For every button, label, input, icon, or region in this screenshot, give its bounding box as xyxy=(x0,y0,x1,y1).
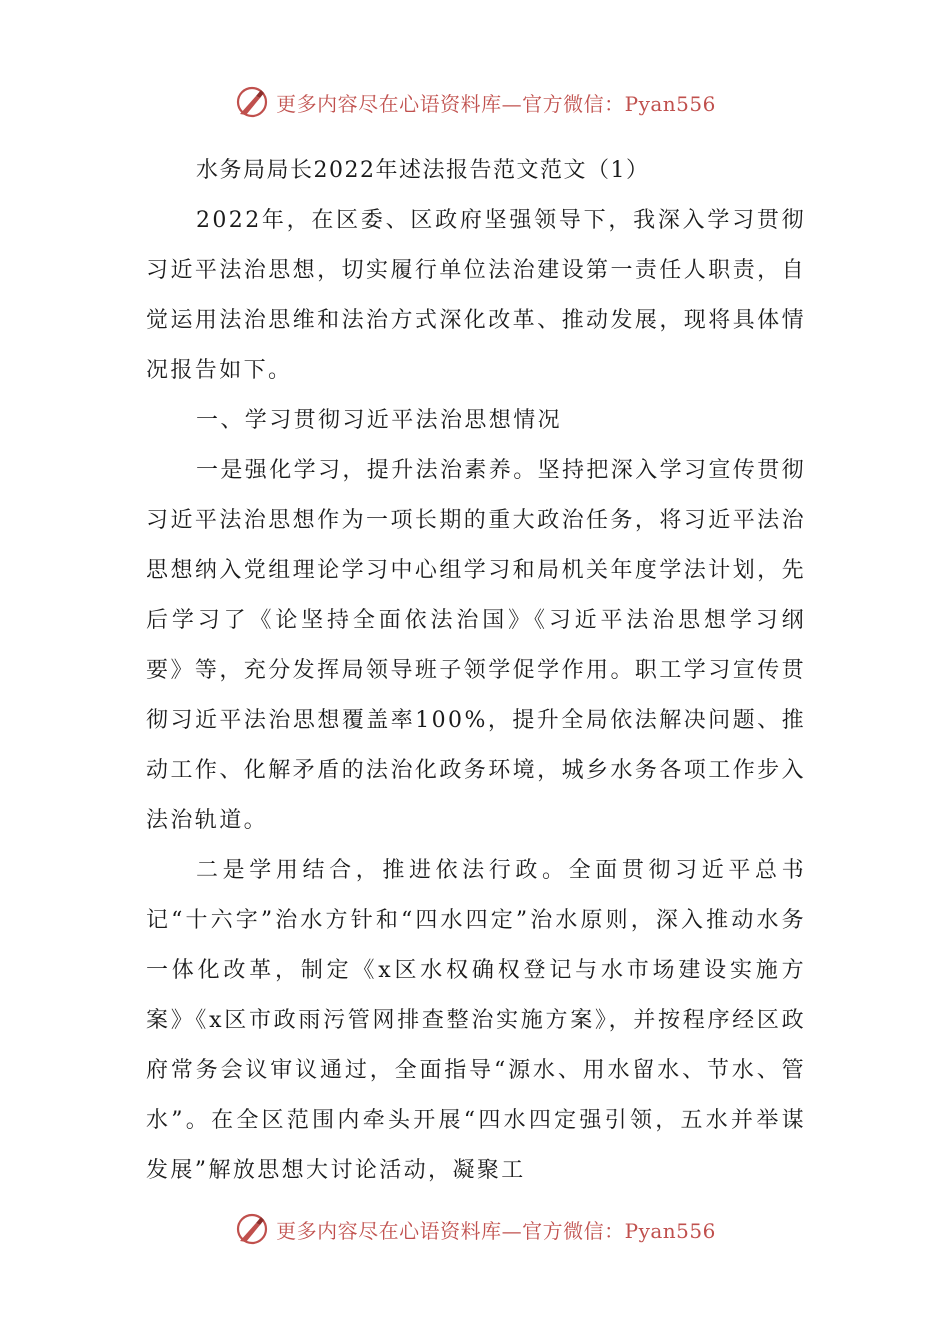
pen-circle-logo-icon xyxy=(234,1211,270,1247)
document-body xyxy=(146,146,806,1196)
watermark-text: 更多内容尽在心语资料库—官方微信：Pyan556 xyxy=(276,91,716,116)
watermark-banner-bottom xyxy=(0,1209,950,1249)
intro-paragraph: 2022年，在区委、区政府坚强领导下，我深入学习贯彻习近平法治思想，切实履行单位法治建设第一责任人职责，自觉运用法治思维和法治方式深化改革、推动发展，现将具体情况报告如下。 xyxy=(146,208,806,383)
paragraph-application: 二是学用结合，推进依法行政。全面贯彻习近平总书记“十六字”治水方针和“四水四定”治水原则，深入推动水务一体化改革，制定《x区水权确权登记与水市场建设实施方案》《x区市政雨污管网排查整治实施方案》，并按程序经区政府常务会议审议通过，全面指导“源水、用水留水、节水、管水”。在全区范围内牵头开展“四水四定强引领，五水并举谋发展”解放思想大讨论活动，凝聚工 xyxy=(146,858,806,1183)
document-title: 水务局局长2022年述法报告范文范文（1） xyxy=(196,158,650,183)
section-heading: 一、学习贯彻习近平法治思想情况 xyxy=(196,408,563,433)
watermark-banner-top xyxy=(0,82,950,122)
pen-circle-logo-icon xyxy=(234,84,270,120)
watermark-text: 更多内容尽在心语资料库—官方微信：Pyan556 xyxy=(276,1218,716,1243)
paragraph-study: 一是强化学习，提升法治素养。坚持把深入学习宣传贯彻习近平法治思想作为一项长期的重大政治任务，将习近平法治思想纳入党组理论学习中心组学习和局机关年度学法计划，先后学习了《论坚持全面依法治国》《习近平法治思想学习纲要》等，充分发挥局领导班子领学促学作用。职工学习宣传贯彻习近平法治思想覆盖率100%，提升全局依法解决问题、推动工作、化解矛盾的法治化政务环境，城乡水务各项工作步入法治轨道。 xyxy=(146,458,807,833)
